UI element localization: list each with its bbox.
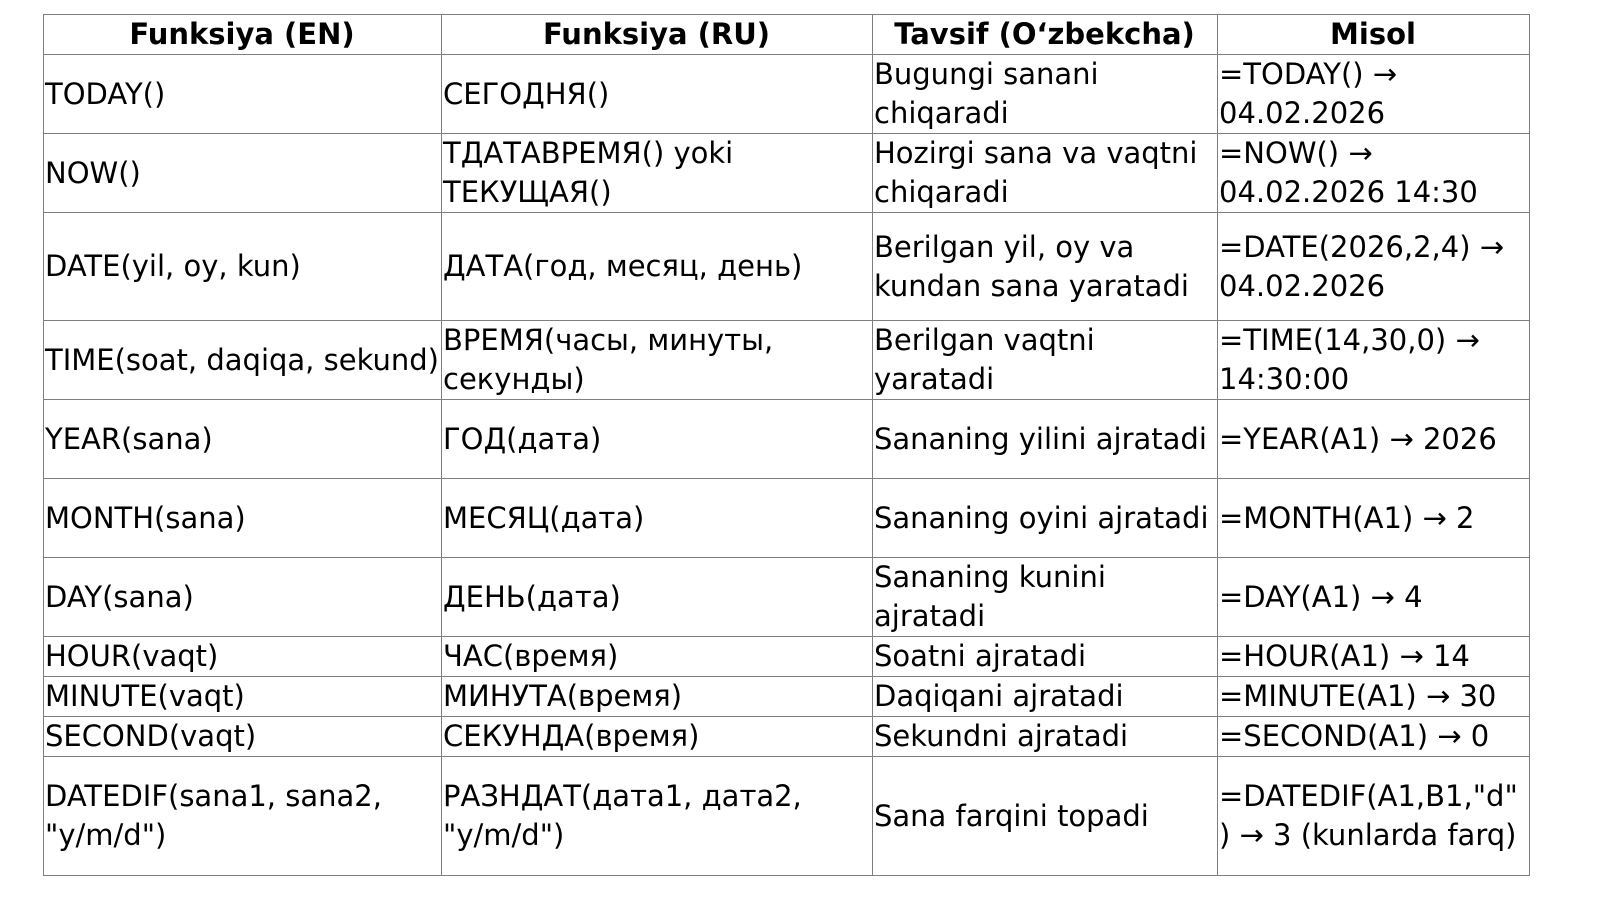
cell-function-en: DATE(yil, oy, kun) xyxy=(44,213,442,321)
cell-function-ru: МЕСЯЦ(дата) xyxy=(442,479,873,558)
header-function-ru: Funksiya (RU) xyxy=(442,15,873,55)
cell-description: Sekundni ajratadi xyxy=(873,717,1218,757)
cell-example: =HOUR(A1) → 14 xyxy=(1218,637,1530,677)
table-row xyxy=(44,558,1530,637)
cell-function-ru: СЕГОДНЯ() xyxy=(442,55,873,134)
cell-function-en: YEAR(sana) xyxy=(44,400,442,479)
cell-description: Soatni ajratadi xyxy=(873,637,1218,677)
table-row xyxy=(44,717,1530,757)
cell-example: =DATEDIF(A1,B1,"d") → 3 (kunlarda farq) xyxy=(1218,757,1530,876)
cell-function-en: DATEDIF(sana1, sana2, "y/m/d") xyxy=(44,757,442,876)
cell-example: =TIME(14,30,0) → 14:30:00 xyxy=(1218,321,1530,400)
table-row xyxy=(44,134,1530,213)
table-row xyxy=(44,55,1530,134)
cell-function-ru: ДЕНЬ(дата) xyxy=(442,558,873,637)
cell-example: =DATE(2026,2,4) → 04.02.2026 xyxy=(1218,213,1530,321)
table-row xyxy=(44,213,1530,321)
cell-function-en: DAY(sana) xyxy=(44,558,442,637)
cell-function-en: NOW() xyxy=(44,134,442,213)
cell-description: Hozirgi sana va vaqtni chiqaradi xyxy=(873,134,1218,213)
table-row xyxy=(44,637,1530,677)
cell-function-ru: СЕКУНДА(время) xyxy=(442,717,873,757)
header-description: Tavsif (O‘zbekcha) xyxy=(873,15,1218,55)
table-row xyxy=(44,479,1530,558)
header-example: Misol xyxy=(1218,15,1530,55)
table-row xyxy=(44,677,1530,717)
cell-description: Bugungi sanani chiqaradi xyxy=(873,55,1218,134)
cell-function-ru: ДАТА(год, месяц, день) xyxy=(442,213,873,321)
cell-description: Berilgan vaqtni yaratadi xyxy=(873,321,1218,400)
cell-function-ru: ГОД(дата) xyxy=(442,400,873,479)
cell-description: Daqiqani ajratadi xyxy=(873,677,1218,717)
cell-description: Sananing oyini ajratadi xyxy=(873,479,1218,558)
cell-function-ru: МИНУТА(время) xyxy=(442,677,873,717)
table-row xyxy=(44,321,1530,400)
cell-example: =MONTH(A1) → 2 xyxy=(1218,479,1530,558)
cell-example: =TODAY() → 04.02.2026 xyxy=(1218,55,1530,134)
cell-function-en: HOUR(vaqt) xyxy=(44,637,442,677)
cell-function-en: TIME(soat, daqiqa, sekund) xyxy=(44,321,442,400)
header-row xyxy=(44,15,1530,55)
cell-example: =SECOND(A1) → 0 xyxy=(1218,717,1530,757)
cell-description: Sananing yilini ajratadi xyxy=(873,400,1218,479)
cell-function-ru: ВРЕМЯ(часы, минуты, секунды) xyxy=(442,321,873,400)
cell-description: Sana farqini topadi xyxy=(873,757,1218,876)
header-function-en: Funksiya (EN) xyxy=(44,15,442,55)
cell-description: Berilgan yil, oy va kundan sana yaratadi xyxy=(873,213,1218,321)
table-row xyxy=(44,757,1530,876)
date-functions-table xyxy=(43,14,1530,876)
cell-function-en: MONTH(sana) xyxy=(44,479,442,558)
cell-example: =YEAR(A1) → 2026 xyxy=(1218,400,1530,479)
cell-function-ru: ТДАТАВРЕМЯ() yoki ТЕКУЩАЯ() xyxy=(442,134,873,213)
cell-example: =NOW() → 04.02.2026 14:30 xyxy=(1218,134,1530,213)
cell-function-ru: РАЗНДАТ(дата1, дата2, "y/m/d") xyxy=(442,757,873,876)
table-row xyxy=(44,400,1530,479)
cell-function-en: MINUTE(vaqt) xyxy=(44,677,442,717)
cell-function-en: TODAY() xyxy=(44,55,442,134)
cell-description: Sananing kunini ajratadi xyxy=(873,558,1218,637)
cell-function-en: SECOND(vaqt) xyxy=(44,717,442,757)
cell-example: =DAY(A1) → 4 xyxy=(1218,558,1530,637)
cell-example: =MINUTE(A1) → 30 xyxy=(1218,677,1530,717)
cell-function-ru: ЧАС(время) xyxy=(442,637,873,677)
